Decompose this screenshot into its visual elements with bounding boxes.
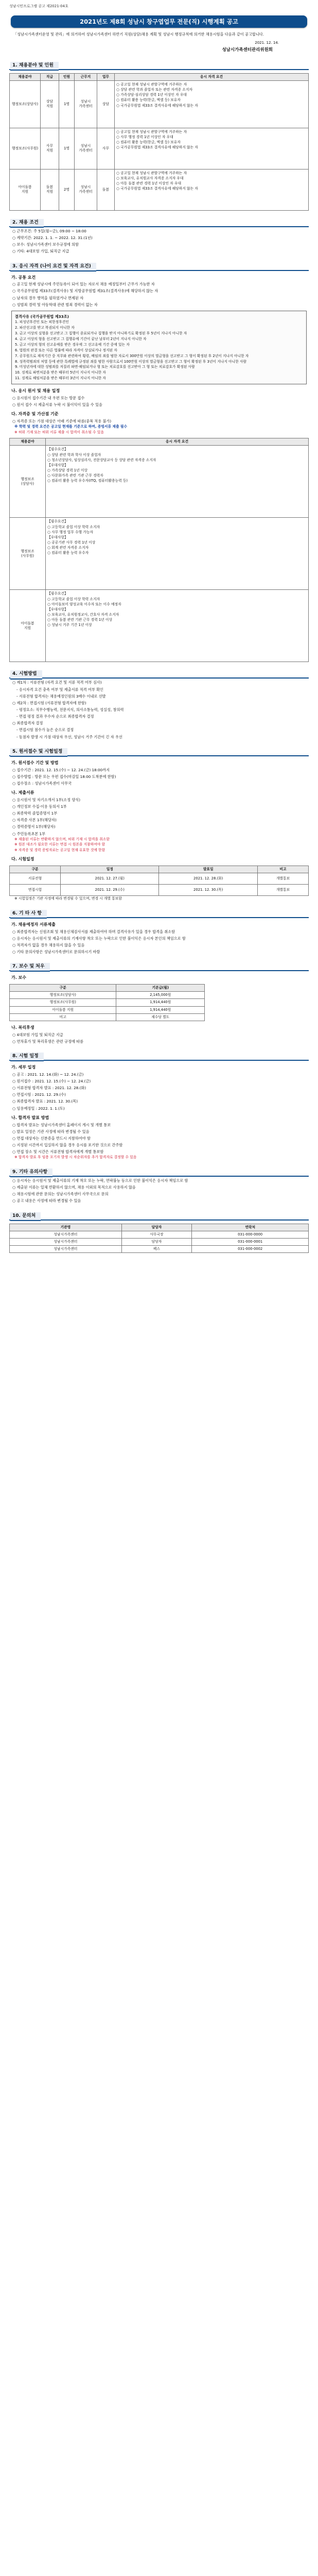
table-header: 채용분야 [10,73,41,80]
positions-table [9,73,309,211]
list-item: ○ 기타 문의사항은 성남시가족센터로 문의하시기 바람 [12,950,100,955]
table-header: 구분 [10,985,116,992]
subsection-heading: 가. 공통 요건 [11,275,36,280]
table-cell: 아이돌봄 지원 [10,1006,116,1013]
table-cell: 행정보조(사무원) [10,999,116,1006]
table-cell: 아이돌봄 지원 [10,590,46,662]
subsection-heading: 가. 채용예정자 서류제출 [11,922,56,927]
table-header: 응시 자격 요건 [46,438,309,446]
table-cell: 【필수요건】 ○ 고등학교 졸업 이상 학력 소지자 ○ 아이돌보미 양성교육 이수자 또는 이수 예정자 【우대사항】 ○ 보육교사, 유치원정교사, 간호사 자격 소지자 ○ 아동 돌봄 관련 기관 근무 경력 1년 이상 ○ 성남시 거주 기간 1년 이상 [46,590,309,662]
section-heading: 7. 보수 및 처우 [9,963,309,971]
subsection-heading: 나. 제출서류 [11,790,34,795]
table-cell: 행정보조 (사무원) [10,518,46,590]
table-cell: 상담 [97,80,115,128]
list-item: ○ 면접 대상자는 신분증을 반드시 지참하여야 함 [12,1136,91,1141]
list-item: ○ 제출된 서류는 일체 반환하지 않으며, 채용 이외의 목적으로 사용하지 않음 [12,1185,136,1190]
table-header: 기관명 [10,1224,122,1231]
list-item: 2. 파산선고를 받고 복권되지 아니한 자 [15,326,75,330]
table-row [10,80,309,128]
list-item: ○ 연차휴가 및 복리후생은 관련 규정에 따름 [12,1039,84,1044]
table-header: 채용분야 [10,438,46,446]
table-cell: 담당자 [121,1238,192,1245]
disqualification-box [11,311,307,384]
table-cell: 사무 직원 [41,128,59,169]
table-cell: 2,145,000원 [116,992,205,999]
table-cell: 031-000-0001 [192,1238,309,1245]
table-cell: 성남시 가족센터 [75,128,97,169]
list-item: ○ 공고일 현재 성남시에 주민등록이 되어 있는 자로서 채용 예정일부터 근무가 가능한 자 [12,282,155,287]
table-cell: 사무국장 [121,1231,192,1238]
subsection-heading: 가. 원서접수 기간 및 방법 [11,760,59,765]
notice-date: 2021. 12. 14. [255,40,279,45]
table-cell: 2021. 12. 28.(화) [159,873,257,885]
table-cell: ○ 공고일 현재 성남시 관할구역에 거주하는 자 ○ 상담 관련 학과 졸업자 또는 관련 자격증 소지자 ○ 가족상담·심리상담 경력 1년 이상인 자 우대 ○ 컴퓨터 활용 능력(한글, 엑셀 등) 보유자 ○ 국가공무원법 제33조 결격사유에 해당하지 않는 자 [115,80,309,128]
list-item: ○ 적격자가 없을 경우 채용하지 않을 수 있음 [12,942,85,947]
list-item: ○ 원서접수 : 2021. 12. 15.(수) ~ 12. 24.(금) [12,1079,91,1083]
table-cell: 성남시가족센터 [10,1246,122,1253]
list-item: ○ 제1차 : 서류전형 (자격 요건 및 서류 적격 여부 심사) [12,680,102,685]
table-row [10,590,309,662]
list-item: - 동점자 발생 시 가점 대상자 우선, 성남시 거주 기간이 긴 자 우선 [16,734,122,739]
list-item: ○ 최종학력 졸업증명서 1부 [12,811,58,816]
table-cell: 1,914,440원 [116,999,205,1006]
table-cell: 서류전형 [10,873,61,885]
list-item: ○ 주민등록초본 1부 [12,831,46,836]
table-row [10,1231,309,1238]
list-item: ○ 4대보험 가입 및 퇴직금 지급 [12,1032,63,1037]
table-row [10,128,309,169]
list-item: ○ 경력증명서 1부(해당자) [12,824,56,829]
list-item: ○ 남자의 경우 병역을 필하였거나 면제된 자 [12,295,84,300]
table-cell: 개별통보 [257,873,308,885]
list-item: ○ 최종합격자 발표 : 2021. 12. 30.(목) [12,1099,78,1104]
table-cell: 사무 [97,128,115,169]
section-heading: 6. 기 타 사 항 [9,910,309,918]
list-item: ○ 성범죄 경력 및 아동학대 관련 범죄 경력이 없는 자 [12,302,98,307]
table-cell: ○ 공고일 현재 성남시 관할구역에 거주하는 자 ○ 사무 행정 경력 1년 이상인 자 우대 ○ 컴퓨터 활용 능력(한글, 엑셀 등) 보유자 ○ 국가공무원법 제33조 결격사유에 해당하지 않는 자 [115,128,309,169]
list-item: ○ 응시원서 접수기간 내 우편 또는 방문 접수 [12,395,85,400]
subsection-heading: 다. 자격증 및 가산점 기준 [11,412,59,417]
table-row [10,1238,309,1245]
list-item: ○ 공고 : 2021. 12. 14.(화) ~ 12. 24.(금) [12,1072,84,1077]
section-heading: 9. 기타 유의사항 [9,1168,309,1177]
box-title: 결격사유 (국가공무원법 제33조) [15,314,69,319]
table-row [10,999,205,1006]
warning-note: ※ 원본 대조가 필요한 서류는 면접 시 원본을 지참하여야 함 [14,842,105,847]
list-item: 9. 미성년자에 대한 성범죄를 저질러 파면·해임되거나 형 또는 치료감호를 선고받아 그 형 또는 치료감호가 확정된 사람 [15,365,195,369]
list-item: 7. 공무원으로 재직기간 중 직무와 관련하여 횡령, 배임의 죄를 범한 자로서 300만원 이상의 벌금형을 선고받고 그 형이 확정된 후 2년이 지나지 아니한 자 [15,353,249,358]
table-cell: 상담 직원 [41,80,59,128]
positions-table-wrap [9,73,309,211]
table-cell: 2021. 12. 30.(목) [159,885,257,896]
table-cell: 개별통보 [257,885,308,896]
table-cell: 1,914,440원 [116,1006,205,1013]
subsection-heading: 가. 보수 [11,975,27,980]
list-item: ○ 발표 일정은 기관 사정에 따라 변경될 수 있음 [12,1129,90,1134]
table-cell: 031-000-0000 [192,1231,309,1238]
pay-table-wrap [9,984,205,1021]
list-item: - 서류전형 합격자는 채용예정인원의 3배수 이내로 선발 [16,693,106,699]
table-cell: 2021. 12. 29.(수) [61,885,159,896]
list-item: ○ 공고 내용은 사정에 따라 변경될 수 있음 [12,1198,81,1204]
section-heading: 4. 시험방법 [9,670,309,679]
list-item: ○ 보수: 성남시가족센터 보수규정에 의함 [12,242,79,247]
intro-paragraph: 「성남시가족센터운영 및 관리」에 의거하여 성남시가족센터 하반기 직원(상담)채용 계획 및 성남시 행정규칙에 의거한 채용시험을 다음과 같이 공고합니다. [13,32,264,37]
list-item: ○ 원서 접수 시 제출서류 누락 시 불이익이 있을 수 있음 [12,402,102,408]
list-item: 11. 징계로 해임처분을 받은 때부터 3년이 지나지 아니한 자 [15,376,106,381]
list-item: ○ 지정된 시간까지 입실하지 않을 경우 응시를 포기한 것으로 간주함 [12,1143,123,1148]
table-header: 응시 자격 요건 [115,73,309,80]
table-row [10,1013,205,1021]
list-item: ○ 계약기간: 2022. 1. 1. ~ 2022. 12. 31.(1년) [12,235,93,241]
table-cell: 1명 [59,80,75,128]
table-cell: 031-000-0002 [192,1246,309,1253]
section-heading: 10. 문의처 [9,1212,309,1221]
table-cell: 【필수요건】 ○ 고등학교 졸업 이상 학력 소지자 ○ 사무 행정 업무 수행 가능자 【우대사항】 ○ 공공기관 사무 경력 1년 이상 ○ 회계 관련 자격증 소지자 ○ 컴퓨터 활용 능력 우수자 [46,518,309,590]
table-header: 구분 [10,866,61,873]
list-item: ○ 제2차 : 면접시험 (서류전형 합격자에 한함) [12,700,86,705]
list-item: ○ 서류전형 합격자 발표 : 2021. 12. 28.(화) [12,1086,86,1091]
table-cell: 성남시가족센터 [10,1238,122,1245]
table-cell: 행정보조(사무원) [10,128,41,169]
requirements-table-wrap [9,438,309,662]
list-item: ○ 접수방법 : 방문 또는 우편 접수(마감일 18:00 도착분에 한함) [12,774,116,779]
warning-note: ※ 합격자 발표 후 임용 포기자 발생 시 차순위자를 추가 합격자로 결정할 수 있음 [14,1155,137,1160]
subsection-heading: 가. 세부 일정 [11,1065,36,1070]
list-item: 5. 금고 이상의 형의 선고유예를 받은 경우에 그 선고유예 기간 중에 있는 자 [15,342,130,347]
table-cell: 아이돌봄 지원 [10,169,41,210]
table-cell: 돌봄 [97,169,115,210]
list-item: ○ 면접시험 : 2021. 12. 29.(수) [12,1092,66,1097]
list-item: ○ 응시자는 응시원서 및 제출서류의 기재사항 착오 또는 누락으로 인한 불이익은 응시자 본인의 책임으로 함 [12,936,186,941]
table-header: 발표일 [159,866,257,873]
list-item: ○ 근무조건: 주 5일(월~금), 09:00 ~ 18:00 [12,228,86,233]
list-item: ○ 자격증 또는 가점 대상은 아래 기준에 따름(중복 적용 불가) [12,418,112,423]
section-heading: 5. 원서접수 및 시험일정 [9,748,309,756]
pay-table [9,984,205,1021]
schedule-note: ※ 시험일정은 기관 사정에 따라 변경될 수 있으며, 변경 시 개별 통보함 [14,896,122,901]
list-item: ○ 기타: 4대보험 가입, 퇴직금 지급 [12,249,69,254]
table-cell: 행정보조(상담사) [10,80,41,128]
list-item: - 면접 평정 결과 우수자 순으로 최종합격자 결정 [16,714,94,719]
table-cell: 성남시 가족센터 [75,169,97,210]
table-row [10,885,309,896]
list-item: - 평정요소: 직무수행능력, 전문지식, 의사소통능력, 성실성, 창의력 [16,707,124,712]
table-row [10,518,309,590]
warning-note: ※ 제출된 서류는 반환하지 않으며, 허위 기재 시 합격을 취소함 [14,837,110,841]
warning-note: ※ 자격증 및 경력 증빙자료는 공고일 현재 유효한 것에 한함 [14,848,105,852]
table-header: 연락처 [192,1224,309,1231]
warning-note: ※ 허위 기재 또는 허위 서류 제출 시 합격이 취소될 수 있음 [14,430,104,434]
list-item: ○ 국가공무원법 제33조(결격사유) 및 지방공무원법 제31조(결격사유)에 해당하지 않는 자 [12,289,158,294]
table-cell: 행정보조 (상담사) [10,446,46,518]
contact-table-wrap [9,1224,309,1253]
table-cell: 비고 [10,1013,116,1021]
list-item: ○ 접수장소 : 성남시가족센터 사무국 [12,781,72,786]
list-item: ○ 최종합격자는 신원조회 및 채용신체검사서를 제출하여야 하며 결격사유가 있을 경우 합격을 취소함 [12,929,175,934]
table-row [10,1006,205,1013]
table-cell: 【필수요건】 ○ 상담 관련 학과 학사 이상 졸업자 ○ 청소년상담사, 임상심리사, 전문상담교사 등 상담 관련 자격증 소지자 【우대사항】 ○ 가족상담 경력 1년 이상 ○ 다문화가족 관련 기관 근무 경력자 ○ 컴퓨터 활용 능력 우수자(ITQ, 컴퓨터활용능력 등) [46,446,309,518]
table-header: 직급 [41,73,59,80]
table-row [10,169,309,210]
subsection-heading: 나. 응시 원서 및 채용 일정 [11,388,60,394]
table-header: 담당자 [121,1224,192,1231]
list-item: ○ 응시원서 및 자기소개서 1부(소정 양식) [12,797,81,802]
subsection-heading: 나. 복리후생 [11,1025,34,1030]
table-cell: 제수당 별도 [116,1013,205,1021]
contact-table [9,1224,309,1253]
subsection-heading: 다. 시험일정 [11,857,34,862]
list-item: 8. 성폭력범죄의 처벌 등에 관한 특례법에 규정된 죄를 범한 사람으로서 100만원 이상의 벌금형을 선고받고 그 형이 확정된 후 3년이 지나지 아니한 사람 [15,359,246,364]
list-item: 4. 금고 이상의 형을 선고받고 그 집행유예 기간이 끝난 날부터 2년이 지나지 아니한 자 [15,337,147,342]
notice-title-banner: 2021년도 제8회 성남시 창구엽업무 전문(직) 시행계획 공고 [11,15,307,28]
table-cell: 2명 [59,169,75,210]
list-item: ○ 채용시험에 관한 문의는 성남시가족센터 사무국으로 문의 [12,1192,109,1197]
table-cell: 1명 [59,128,75,169]
table-cell: 행정보조(상담사) [10,992,116,999]
list-item: ○ 응시자는 응시원서 및 제출서류의 기재 착오 또는 누락, 연락불능 등으로 인한 불이익은 응시자 책임으로 함 [12,1178,188,1183]
table-header: 일정 [61,866,159,873]
list-item: 1. 피성년후견인 또는 피한정후견인 [15,320,69,325]
list-item: ○ 접수기간 : 2021. 12. 15.(수) ~ 12. 24.(금) 18:00까지 [12,767,110,772]
table-cell: 성남시가족센터 [10,1231,122,1238]
table-header: 기본급(월) [116,985,205,992]
list-item: 6. 법원의 판결 또는 다른 법률에 따라 자격이 상실되거나 정지된 자 [15,348,117,352]
table-header: 업무 [97,73,115,80]
list-item: - 면접시험 점수가 높은 순으로 결정 [16,727,74,733]
section-heading: 2. 채용 조건 [9,219,309,227]
table-cell: 2021. 12. 27.(월) [61,873,159,885]
section-heading: 1. 채용분야 및 인원 [9,62,309,70]
table-cell: 돌봄 직원 [41,169,59,210]
list-item: ○ 자격증 사본 1부(해당자) [12,818,57,823]
table-row [10,992,205,999]
document-number: 성남시민프로그램 공고 제2021-04호 [9,4,68,8]
table-header: 근무지 [75,73,97,80]
highlight-note: ※ 학력 및 경력 요건은 공고일 현재를 기준으로 하며, 증빙서류 제출 필수 [14,425,128,429]
list-item: ○ 합격자 발표는 성남시가족센터 홈페이지 게시 및 개별 통보 [12,1122,111,1127]
section-heading: 3. 응시 자격 (나이 요건 및 자격 요건) [9,263,309,271]
section-heading: 8. 시험 일정 [9,1053,309,1061]
list-item: ○ 최종합격자 결정 [12,721,43,726]
list-item: - 응시자격 요건 충족 여부 및 제출서류 적격 여부 확인 [16,687,103,692]
list-item: ○ 면접 장소 및 시간은 서류전형 합격자에게 개별 통보함 [12,1149,104,1155]
list-item: 3. 금고 이상의 실형을 선고받고 그 집행이 종료되거나 집행을 받지 아니하기로 확정된 후 5년이 지나지 아니한 자 [15,331,187,336]
list-item: ○ 개인정보 수집·이용 동의서 1부 [12,804,67,809]
table-header: 비고 [257,866,308,873]
requirements-table [9,438,309,662]
table-row [10,873,309,885]
table-cell: 팩스 [121,1246,192,1253]
list-item: ○ 임용예정일 : 2022. 1. 1.(토) [12,1106,65,1111]
list-item: 10. 징계로 파면처분을 받은 때부터 5년이 지나지 아니한 자 [15,370,106,375]
subsection-heading: 나. 합격자 발표 방법 [11,1115,49,1120]
table-row [10,446,309,518]
schedule-table [9,866,309,896]
issuing-organization: 성남시가족센터관리위원회 [222,47,273,53]
table-header: 인원 [59,73,75,80]
table-cell: ○ 공고일 현재 성남시 관할구역에 거주하는 자 ○ 보육교사, 유치원교사 자격증 소지자 우대 ○ 아동 돌봄 관련 경력 1년 이상인 자 우대 ○ 국가공무원법 제33조 결격사유에 해당하지 않는 자 [115,169,309,210]
schedule-table-wrap [9,866,309,896]
table-cell: 면접시험 [10,885,61,896]
table-cell: 성남시 가족센터 [75,80,97,128]
table-row [10,1246,309,1253]
